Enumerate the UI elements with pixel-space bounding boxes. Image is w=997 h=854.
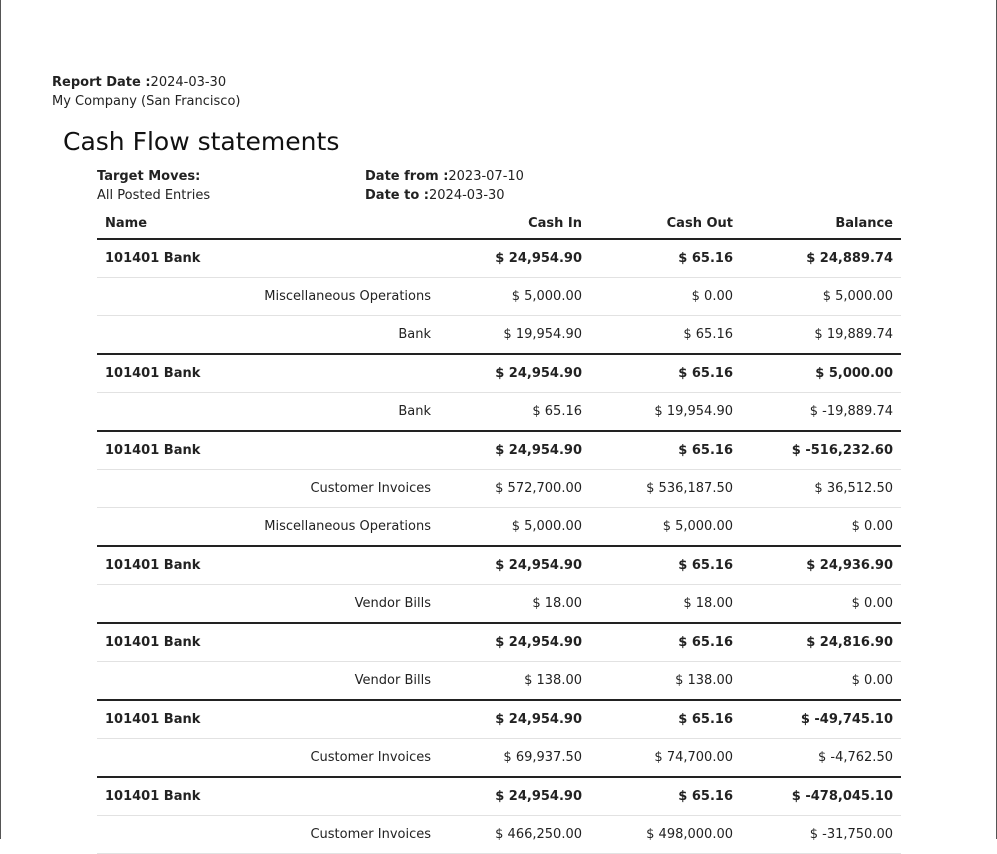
journal-cell: Vendor Bills	[217, 662, 439, 701]
account-group-row	[97, 546, 901, 585]
balance-cell: $ -19,889.74	[741, 393, 901, 432]
cash-out-cell: $ 19,954.90	[590, 393, 741, 432]
column-header-journal	[217, 209, 439, 239]
balance-cell: $ 24,889.74	[741, 239, 901, 278]
journal-detail-row	[97, 470, 901, 508]
journal-detail-row	[97, 393, 901, 432]
cash-in-cell: $ 466,250.00	[439, 816, 590, 854]
page-title: Cash Flow statements	[63, 127, 340, 156]
name-cell: 101401 Bank	[97, 546, 217, 585]
cash-out-cell: $ 18.00	[590, 585, 741, 624]
target-moves-value: All Posted Entries	[97, 188, 211, 203]
name-cell: 101401 Bank	[97, 700, 217, 739]
name-cell: 101401 Bank	[97, 431, 217, 470]
balance-cell: $ -516,232.60	[741, 431, 901, 470]
name-cell	[97, 470, 217, 508]
cash-out-cell: $ 138.00	[590, 662, 741, 701]
account-group-row	[97, 431, 901, 470]
cash-out-cell: $ 65.16	[590, 239, 741, 278]
journal-cell	[217, 239, 439, 278]
account-group-row	[97, 623, 901, 662]
date-from-label: Date from :	[365, 169, 449, 184]
name-cell: 101401 Bank	[97, 623, 217, 662]
cash-out-cell: $ 65.16	[590, 623, 741, 662]
cash-out-cell: $ 0.00	[590, 278, 741, 316]
balance-cell: $ 0.00	[741, 585, 901, 624]
cash-in-cell: $ 19,954.90	[439, 316, 590, 355]
company-name: My Company (San Francisco)	[52, 94, 241, 109]
account-group-row	[97, 700, 901, 739]
account-group-row	[97, 239, 901, 278]
journal-cell: Bank	[217, 393, 439, 432]
journal-cell: Customer Invoices	[217, 470, 439, 508]
balance-cell: $ 36,512.50	[741, 470, 901, 508]
table-header-row	[97, 209, 901, 239]
account-group-row	[97, 777, 901, 816]
cash-in-cell: $ 24,954.90	[439, 777, 590, 816]
cash-out-cell: $ 65.16	[590, 316, 741, 355]
column-header-name: Name	[97, 209, 217, 239]
name-cell	[97, 585, 217, 624]
cash-out-cell: $ 74,700.00	[590, 739, 741, 778]
balance-cell: $ 24,936.90	[741, 546, 901, 585]
journal-detail-row	[97, 816, 901, 854]
name-cell: 101401 Bank	[97, 777, 217, 816]
date-range-filter	[365, 167, 524, 205]
journal-detail-row	[97, 585, 901, 624]
journal-cell: Customer Invoices	[217, 816, 439, 854]
cash-in-cell: $ 138.00	[439, 662, 590, 701]
name-cell	[97, 393, 217, 432]
journal-cell	[217, 546, 439, 585]
cash-in-cell: $ 5,000.00	[439, 508, 590, 547]
journal-cell: Miscellaneous Operations	[217, 278, 439, 316]
balance-cell: $ 5,000.00	[741, 354, 901, 393]
journal-cell	[217, 623, 439, 662]
name-cell	[97, 508, 217, 547]
cash-out-cell: $ 65.16	[590, 700, 741, 739]
cash-in-cell: $ 5,000.00	[439, 278, 590, 316]
journal-cell: Miscellaneous Operations	[217, 508, 439, 547]
column-header-cash-out: Cash Out	[590, 209, 741, 239]
date-to-label: Date to :	[365, 188, 429, 203]
balance-cell: $ -31,750.00	[741, 816, 901, 854]
journal-cell	[217, 431, 439, 470]
name-cell	[97, 316, 217, 355]
cash-in-cell: $ 24,954.90	[439, 700, 590, 739]
column-header-balance: Balance	[741, 209, 901, 239]
journal-cell: Customer Invoices	[217, 739, 439, 778]
report-header	[52, 73, 240, 111]
balance-cell: $ 19,889.74	[741, 316, 901, 355]
cash-in-cell: $ 24,954.90	[439, 239, 590, 278]
date-to-value: 2024-03-30	[429, 188, 505, 203]
date-from-value: 2023-07-10	[448, 169, 524, 184]
cash-out-cell: $ 65.16	[590, 777, 741, 816]
account-group-row	[97, 354, 901, 393]
balance-cell: $ 0.00	[741, 662, 901, 701]
name-cell: 101401 Bank	[97, 239, 217, 278]
name-cell	[97, 816, 217, 854]
journal-detail-row	[97, 739, 901, 778]
balance-cell: $ 0.00	[741, 508, 901, 547]
name-cell	[97, 739, 217, 778]
cash-in-cell: $ 24,954.90	[439, 623, 590, 662]
cash-out-cell: $ 65.16	[590, 546, 741, 585]
balance-cell: $ -4,762.50	[741, 739, 901, 778]
cash-out-cell: $ 536,187.50	[590, 470, 741, 508]
cash-out-cell: $ 65.16	[590, 354, 741, 393]
journal-detail-row	[97, 508, 901, 547]
journal-cell: Bank	[217, 316, 439, 355]
cash-out-cell: $ 498,000.00	[590, 816, 741, 854]
journal-detail-row	[97, 662, 901, 701]
cash-in-cell: $ 18.00	[439, 585, 590, 624]
cash-flow-table	[97, 209, 901, 854]
cash-out-cell: $ 5,000.00	[590, 508, 741, 547]
column-header-cash-in: Cash In	[439, 209, 590, 239]
cash-out-cell: $ 65.16	[590, 431, 741, 470]
journal-cell	[217, 777, 439, 816]
cash-in-cell: $ 69,937.50	[439, 739, 590, 778]
journal-cell	[217, 700, 439, 739]
report-date: 2024-03-30	[150, 75, 227, 90]
balance-cell: $ -478,045.10	[741, 777, 901, 816]
target-moves-filter	[97, 167, 210, 205]
balance-cell: $ -49,745.10	[741, 700, 901, 739]
cash-in-cell: $ 572,700.00	[439, 470, 590, 508]
balance-cell: $ 5,000.00	[741, 278, 901, 316]
journal-detail-row	[97, 278, 901, 316]
cash-in-cell: $ 65.16	[439, 393, 590, 432]
cash-in-cell: $ 24,954.90	[439, 354, 590, 393]
report-date-line	[52, 73, 240, 92]
name-cell	[97, 278, 217, 316]
name-cell: 101401 Bank	[97, 354, 217, 393]
cash-in-cell: $ 24,954.90	[439, 546, 590, 585]
journal-cell	[217, 354, 439, 393]
journal-cell: Vendor Bills	[217, 585, 439, 624]
target-moves-label: Target Moves:	[97, 169, 201, 184]
cash-in-cell: $ 24,954.90	[439, 431, 590, 470]
balance-cell: $ 24,816.90	[741, 623, 901, 662]
journal-detail-row	[97, 316, 901, 355]
name-cell	[97, 662, 217, 701]
report-date-label: Report Date :	[52, 75, 151, 90]
